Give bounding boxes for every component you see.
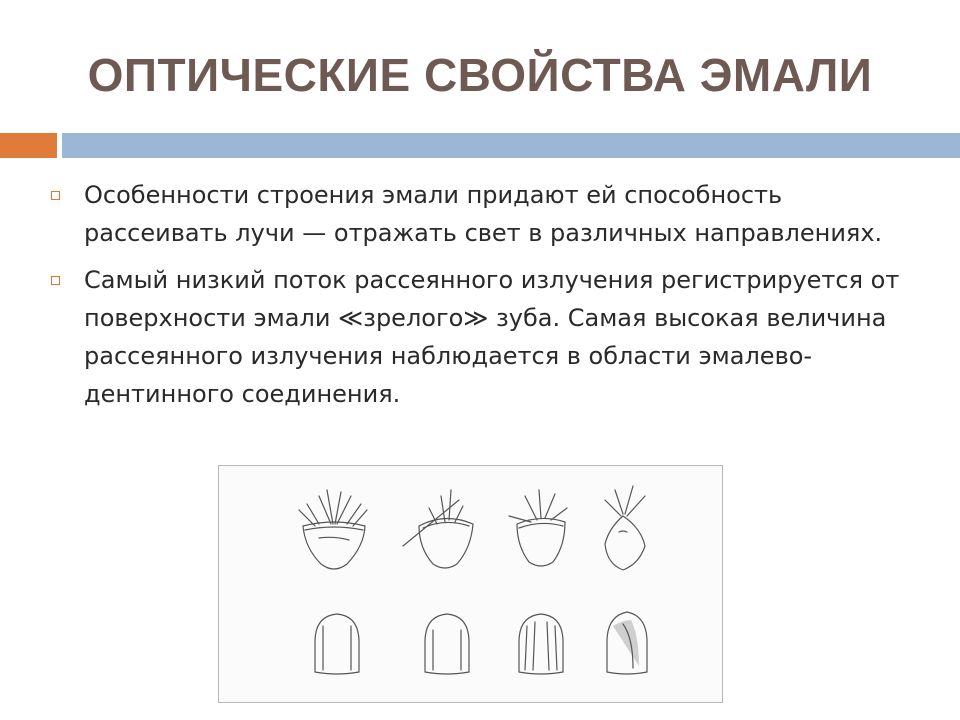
tooth-section-2-icon [403, 490, 473, 568]
tooth-front-4-icon [607, 612, 647, 674]
tooth-light-scattering-icon [219, 466, 722, 702]
bullet-text: Особенности строения эмали придают ей способность рассеивать лучи — отражать свет в различных направлениях. [84, 181, 883, 247]
tooth-front-2-icon [425, 614, 469, 674]
bullet-text: Самый низкий поток рассеянного излучения регистрируется от поверхности эмали ≪зрелого≫ зуба. Самая высокая величина рассеянного излучения наблюдается в области эмалево-дентинного соединения. [84, 266, 900, 408]
bullet-item [48, 261, 928, 413]
slide-title: ОПТИЧЕСКИЕ СВОЙСТВА ЭМАЛИ [87, 49, 873, 101]
tooth-front-1-icon [315, 614, 359, 674]
tooth-section-4-icon [605, 486, 645, 570]
tooth-illustration [218, 465, 723, 703]
square-bullet-icon [51, 276, 60, 285]
bullet-list [48, 176, 928, 422]
accent-bar-orange [0, 133, 57, 158]
tooth-section-1-icon [299, 490, 367, 569]
accent-bar-blue [62, 133, 960, 158]
bullet-item [48, 176, 928, 252]
tooth-section-3-icon [509, 490, 567, 566]
square-bullet-icon [51, 191, 60, 200]
tooth-front-3-icon [519, 614, 563, 674]
